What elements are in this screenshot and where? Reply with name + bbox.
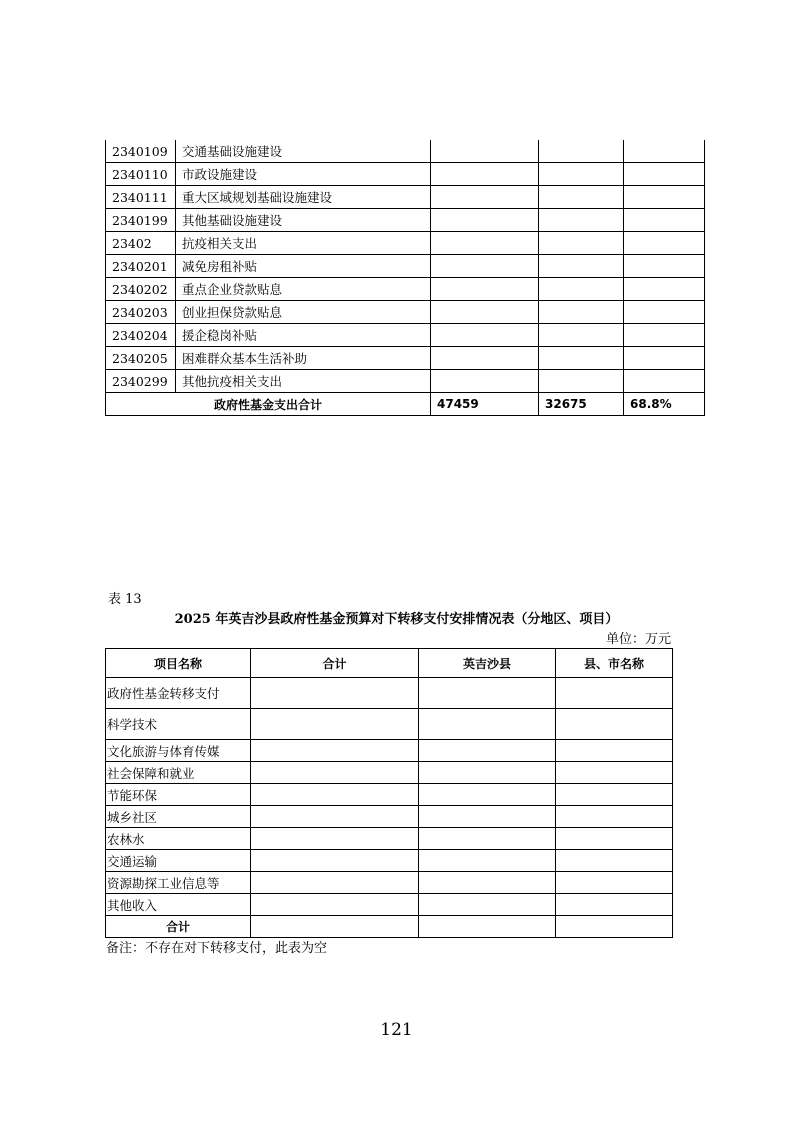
row-name: 抗疫相关支出 <box>176 232 431 255</box>
table-note: 备注：不存在对下转移支付，此表为空 <box>106 941 328 956</box>
unit-label: 单位：万元 <box>605 632 671 647</box>
page-number: 121 <box>380 1020 413 1040</box>
table-row <box>106 784 673 806</box>
table-row <box>106 278 705 301</box>
empty-cell <box>624 186 705 209</box>
header-item-name: 项目名称 <box>106 649 251 678</box>
row-name: 重大区域规划基础设施建设 <box>176 186 431 209</box>
empty-cell <box>624 255 705 278</box>
empty-cell <box>419 762 556 784</box>
empty-cell <box>431 324 539 347</box>
row-name: 减免房租补贴 <box>176 255 431 278</box>
row-label: 科学技术 <box>106 709 251 740</box>
empty-cell <box>251 894 419 916</box>
row-name: 援企稳岗补贴 <box>176 324 431 347</box>
empty-cell <box>431 347 539 370</box>
empty-cell <box>419 828 556 850</box>
table-row <box>106 709 673 740</box>
table-row <box>106 163 705 186</box>
total-row <box>106 916 673 938</box>
header-city-name: 县、市名称 <box>556 649 673 678</box>
row-code: 2340199 <box>106 209 176 232</box>
empty-cell <box>539 232 624 255</box>
empty-cell <box>419 806 556 828</box>
table-title: 2025 年英吉沙县政府性基金预算对下转移支付安排情况表（分地区、项目） <box>174 612 619 627</box>
row-label: 其他收入 <box>106 894 251 916</box>
empty-cell <box>624 324 705 347</box>
empty-cell <box>251 740 419 762</box>
table-row <box>106 762 673 784</box>
empty-cell <box>624 232 705 255</box>
row-code: 2340205 <box>106 347 176 370</box>
empty-cell <box>419 709 556 740</box>
empty-cell <box>419 894 556 916</box>
empty-cell <box>419 678 556 709</box>
empty-cell <box>251 762 419 784</box>
empty-cell <box>251 828 419 850</box>
empty-cell <box>624 163 705 186</box>
empty-cell <box>419 916 556 938</box>
empty-cell <box>431 301 539 324</box>
empty-cell <box>419 850 556 872</box>
empty-cell <box>556 784 673 806</box>
table-row <box>106 740 673 762</box>
empty-cell <box>539 209 624 232</box>
empty-cell <box>539 301 624 324</box>
row-name: 重点企业贷款贴息 <box>176 278 431 301</box>
total-label: 合计 <box>106 916 251 938</box>
empty-cell <box>539 324 624 347</box>
empty-cell <box>539 186 624 209</box>
empty-cell <box>419 872 556 894</box>
table-caption: 表 13 <box>108 592 142 607</box>
empty-cell <box>431 209 539 232</box>
table-row <box>106 324 705 347</box>
row-label: 资源勘探工业信息等 <box>106 872 251 894</box>
empty-cell <box>556 894 673 916</box>
empty-cell <box>431 255 539 278</box>
fund-expenditure-table <box>105 140 705 416</box>
empty-cell <box>556 872 673 894</box>
empty-cell <box>251 806 419 828</box>
empty-cell <box>624 140 705 163</box>
total-row <box>106 393 705 416</box>
row-name: 交通基础设施建设 <box>176 140 431 163</box>
header-row <box>106 649 673 678</box>
table-row <box>106 186 705 209</box>
empty-cell <box>431 163 539 186</box>
row-code: 2340203 <box>106 301 176 324</box>
empty-cell <box>431 370 539 393</box>
empty-cell <box>539 255 624 278</box>
empty-cell <box>419 740 556 762</box>
table-row <box>106 806 673 828</box>
empty-cell <box>419 784 556 806</box>
empty-cell <box>556 740 673 762</box>
row-code: 2340109 <box>106 140 176 163</box>
table-row <box>106 255 705 278</box>
table-row <box>106 828 673 850</box>
empty-cell <box>556 916 673 938</box>
empty-cell <box>624 209 705 232</box>
empty-cell <box>251 850 419 872</box>
row-code: 2340299 <box>106 370 176 393</box>
total-label: 政府性基金支出合计 <box>106 393 431 416</box>
empty-cell <box>431 186 539 209</box>
table-row <box>106 347 705 370</box>
row-code: 2340204 <box>106 324 176 347</box>
row-name: 其他基础设施建设 <box>176 209 431 232</box>
empty-cell <box>539 370 624 393</box>
row-name: 其他抗疫相关支出 <box>176 370 431 393</box>
empty-cell <box>556 762 673 784</box>
empty-cell <box>556 828 673 850</box>
row-label: 城乡社区 <box>106 806 251 828</box>
empty-cell <box>251 784 419 806</box>
empty-cell <box>539 278 624 301</box>
row-code: 2340201 <box>106 255 176 278</box>
empty-cell <box>624 347 705 370</box>
row-code: 2340202 <box>106 278 176 301</box>
table-row <box>106 850 673 872</box>
empty-cell <box>251 678 419 709</box>
empty-cell <box>539 140 624 163</box>
empty-cell <box>251 709 419 740</box>
row-label: 政府性基金转移支付 <box>106 678 251 709</box>
row-name: 困难群众基本生活补助 <box>176 347 431 370</box>
total-budget: 47459 <box>431 393 539 416</box>
row-code: 23402 <box>106 232 176 255</box>
row-code: 2340111 <box>106 186 176 209</box>
empty-cell <box>624 370 705 393</box>
table-row <box>106 301 705 324</box>
row-label: 农林水 <box>106 828 251 850</box>
table-row <box>106 872 673 894</box>
row-name: 市政设施建设 <box>176 163 431 186</box>
table-row <box>106 678 673 709</box>
row-label: 社会保障和就业 <box>106 762 251 784</box>
empty-cell <box>539 163 624 186</box>
table-row <box>106 209 705 232</box>
empty-cell <box>556 709 673 740</box>
empty-cell <box>251 916 419 938</box>
row-label: 交通运输 <box>106 850 251 872</box>
transfer-payment-table <box>105 648 673 938</box>
empty-cell <box>431 278 539 301</box>
row-name: 创业担保贷款贴息 <box>176 301 431 324</box>
table-row <box>106 140 705 163</box>
empty-cell <box>556 678 673 709</box>
row-label: 文化旅游与体育传媒 <box>106 740 251 762</box>
header-total: 合计 <box>251 649 419 678</box>
empty-cell <box>539 347 624 370</box>
empty-cell <box>556 850 673 872</box>
row-code: 2340110 <box>106 163 176 186</box>
table-row <box>106 894 673 916</box>
row-label: 节能环保 <box>106 784 251 806</box>
empty-cell <box>251 872 419 894</box>
total-actual: 32675 <box>539 393 624 416</box>
empty-cell <box>431 140 539 163</box>
empty-cell <box>431 232 539 255</box>
empty-cell <box>624 301 705 324</box>
table-row <box>106 370 705 393</box>
header-county: 英吉沙县 <box>419 649 556 678</box>
total-percent: 68.8% <box>624 393 705 416</box>
table-row <box>106 232 705 255</box>
empty-cell <box>556 806 673 828</box>
empty-cell <box>624 278 705 301</box>
